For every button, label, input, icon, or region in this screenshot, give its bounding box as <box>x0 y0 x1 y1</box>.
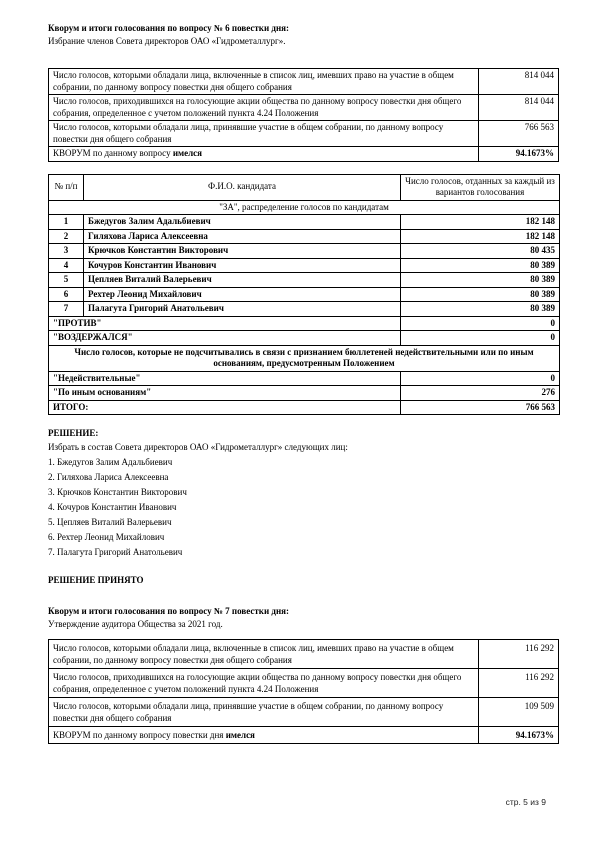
col-header-num: № п/п <box>49 174 84 200</box>
section6-quorum-table <box>48 68 559 162</box>
candidate-num: 3 <box>49 244 84 259</box>
section7-heading: Кворум и итоги голосования по вопросу № 7 повестки дня: <box>48 606 289 616</box>
quorum-summary-label-bold: имелся <box>225 730 255 740</box>
decision-result: РЕШЕНИЕ ПРИНЯТО <box>48 575 144 585</box>
table-row <box>49 95 559 121</box>
quorum-row-label: Число голосов, приходившихся на голосующие акции общества по данному вопросу повестки дня общего собрания, определенное с учетом положений пункта 4.24 Положения <box>49 669 479 698</box>
candidate-row <box>49 244 560 259</box>
invalid-row <box>49 371 560 386</box>
quorum-row-value: 116 292 <box>479 669 559 698</box>
candidates-header-row <box>49 174 560 200</box>
quorum-summary-label <box>49 727 479 744</box>
candidate-name: Крючков Константин Викторович <box>84 244 401 259</box>
quorum-row-label: Число голосов, которыми обладали лица, принявшие участие в общем собрании, по данному вопросу повестки дня общего собрания <box>49 121 479 147</box>
candidate-votes: 80 389 <box>401 258 560 273</box>
quorum-summary-label-bold: имелся <box>172 148 203 158</box>
table-row <box>49 121 559 147</box>
decision-item: 1. Бжедугов Залим Адальбиевич <box>48 457 173 467</box>
candidate-name: Цепляев Виталий Валерьевич <box>84 273 401 288</box>
total-value: 766 563 <box>401 400 560 415</box>
decision-item: 5. Цепляев Виталий Валерьевич <box>48 517 172 527</box>
decision-title: РЕШЕНИЕ: <box>48 428 99 438</box>
against-row <box>49 316 560 331</box>
decision-block <box>48 426 556 587</box>
table-row <box>49 640 559 669</box>
against-value: 0 <box>401 316 560 331</box>
za-section-row <box>49 200 560 215</box>
quorum-summary-value: 94.1673% <box>479 147 559 162</box>
candidate-votes: 80 389 <box>401 302 560 317</box>
section6-candidates-table <box>48 174 560 416</box>
section7-quorum-table <box>48 639 559 744</box>
candidate-num: 6 <box>49 287 84 302</box>
candidate-num: 7 <box>49 302 84 317</box>
section6-heading: Кворум и итоги голосования по вопросу № 6 повестки дня: <box>48 23 289 33</box>
candidate-num: 2 <box>49 229 84 244</box>
other-reasons-row <box>49 386 560 401</box>
page-number: стр. 5 из 9 <box>505 797 546 807</box>
col-header-name: Ф.И.О. кандидата <box>84 174 401 200</box>
candidate-name: Палагута Григорий Анатольевич <box>84 302 401 317</box>
quorum-row-value: 814 044 <box>479 95 559 121</box>
candidate-num: 1 <box>49 215 84 230</box>
candidate-votes: 80 389 <box>401 287 560 302</box>
table-row <box>49 69 559 95</box>
quorum-summary-label-regular: КВОРУМ по данному вопросу повестки дня <box>53 730 226 740</box>
candidate-row <box>49 302 560 317</box>
total-label: ИТОГО: <box>49 400 401 415</box>
abstain-row <box>49 331 560 346</box>
quorum-row-value: 109 509 <box>479 698 559 727</box>
table-row <box>49 698 559 727</box>
quorum-row-value: 116 292 <box>479 640 559 669</box>
invalid-value: 0 <box>401 371 560 386</box>
section6-subheading: Избрание членов Совета директоров ОАО «Гидрометаллург». <box>48 36 286 46</box>
quorum-row-label: Число голосов, которыми обладали лица, включенные в список лиц, имевших право на участие в общем собрании, по данному вопросу повестки дня общего собрания <box>49 69 479 95</box>
quorum-summary-label-regular: КВОРУМ по данному вопросу <box>53 148 173 158</box>
candidate-votes: 80 435 <box>401 244 560 259</box>
other-reasons-label: "По иным основаниям" <box>49 386 401 401</box>
other-reasons-value: 276 <box>401 386 560 401</box>
quorum-summary-row <box>49 147 559 162</box>
decision-item: 2. Гиляхова Лариса Алексеевна <box>48 472 169 482</box>
note-row <box>49 345 560 371</box>
abstain-value: 0 <box>401 331 560 346</box>
against-label: "ПРОТИВ" <box>49 316 401 331</box>
col-header-votes: Число голосов, отданных за каждый из вариантов голосования <box>401 174 560 200</box>
candidate-row <box>49 287 560 302</box>
candidate-row <box>49 273 560 288</box>
candidate-votes: 182 148 <box>401 229 560 244</box>
quorum-row-value: 814 044 <box>479 69 559 95</box>
quorum-summary-value: 94.1673% <box>479 727 559 744</box>
quorum-row-value: 766 563 <box>479 121 559 147</box>
candidate-row <box>49 215 560 230</box>
invalid-label: "Недействительные" <box>49 371 401 386</box>
candidate-votes: 182 148 <box>401 215 560 230</box>
decision-item: 4. Кочуров Константин Иванович <box>48 502 177 512</box>
candidate-num: 5 <box>49 273 84 288</box>
decision-item: 6. Рехтер Леонид Михайлович <box>48 532 165 542</box>
candidate-name: Бжедугов Залим Адальбиевич <box>84 215 401 230</box>
quorum-row-label: Число голосов, которыми обладали лица, включенные в список лиц, имевших право на участие в общем собрании, по данному вопросу повестки дня общего собрания <box>49 640 479 669</box>
decision-intro: Избрать в состав Совета директоров ОАО «Гидрометаллург» следующих лиц: <box>48 442 348 452</box>
candidate-name: Гиляхова Лариса Алексеевна <box>84 229 401 244</box>
decision-item: 7. Палагута Григорий Анатольевич <box>48 547 183 557</box>
uncounted-votes-note: Число голосов, которые не подсчитывались в связи с признанием бюллетеней недействительными или по иным основаниям, предусмотренным Положением <box>49 345 560 371</box>
decision-item: 3. Крючков Константин Викторович <box>48 487 187 497</box>
candidate-votes: 80 389 <box>401 273 560 288</box>
abstain-label: "ВОЗДЕРЖАЛСЯ" <box>49 331 401 346</box>
quorum-summary-label <box>49 147 479 162</box>
candidate-num: 4 <box>49 258 84 273</box>
table-row <box>49 669 559 698</box>
quorum-summary-row <box>49 727 559 744</box>
quorum-row-label: Число голосов, приходившихся на голосующие акции общества по данному вопросу повестки дня общего собрания, определенное с учетом положений пункта 4.24 Положения <box>49 95 479 121</box>
quorum-row-label: Число голосов, которыми обладали лица, принявшие участие в общем собрании, по данному вопросу повестки дня общего собрания <box>49 698 479 727</box>
candidate-row <box>49 258 560 273</box>
candidate-name: Кочуров Константин Иванович <box>84 258 401 273</box>
za-section-label: "ЗА", распределение голосов по кандидатам <box>49 200 560 215</box>
candidate-row <box>49 229 560 244</box>
section7-subheading: Утверждение аудитора Общества за 2021 год. <box>48 619 223 629</box>
candidate-name: Рехтер Леонид Михайлович <box>84 287 401 302</box>
total-row <box>49 400 560 415</box>
